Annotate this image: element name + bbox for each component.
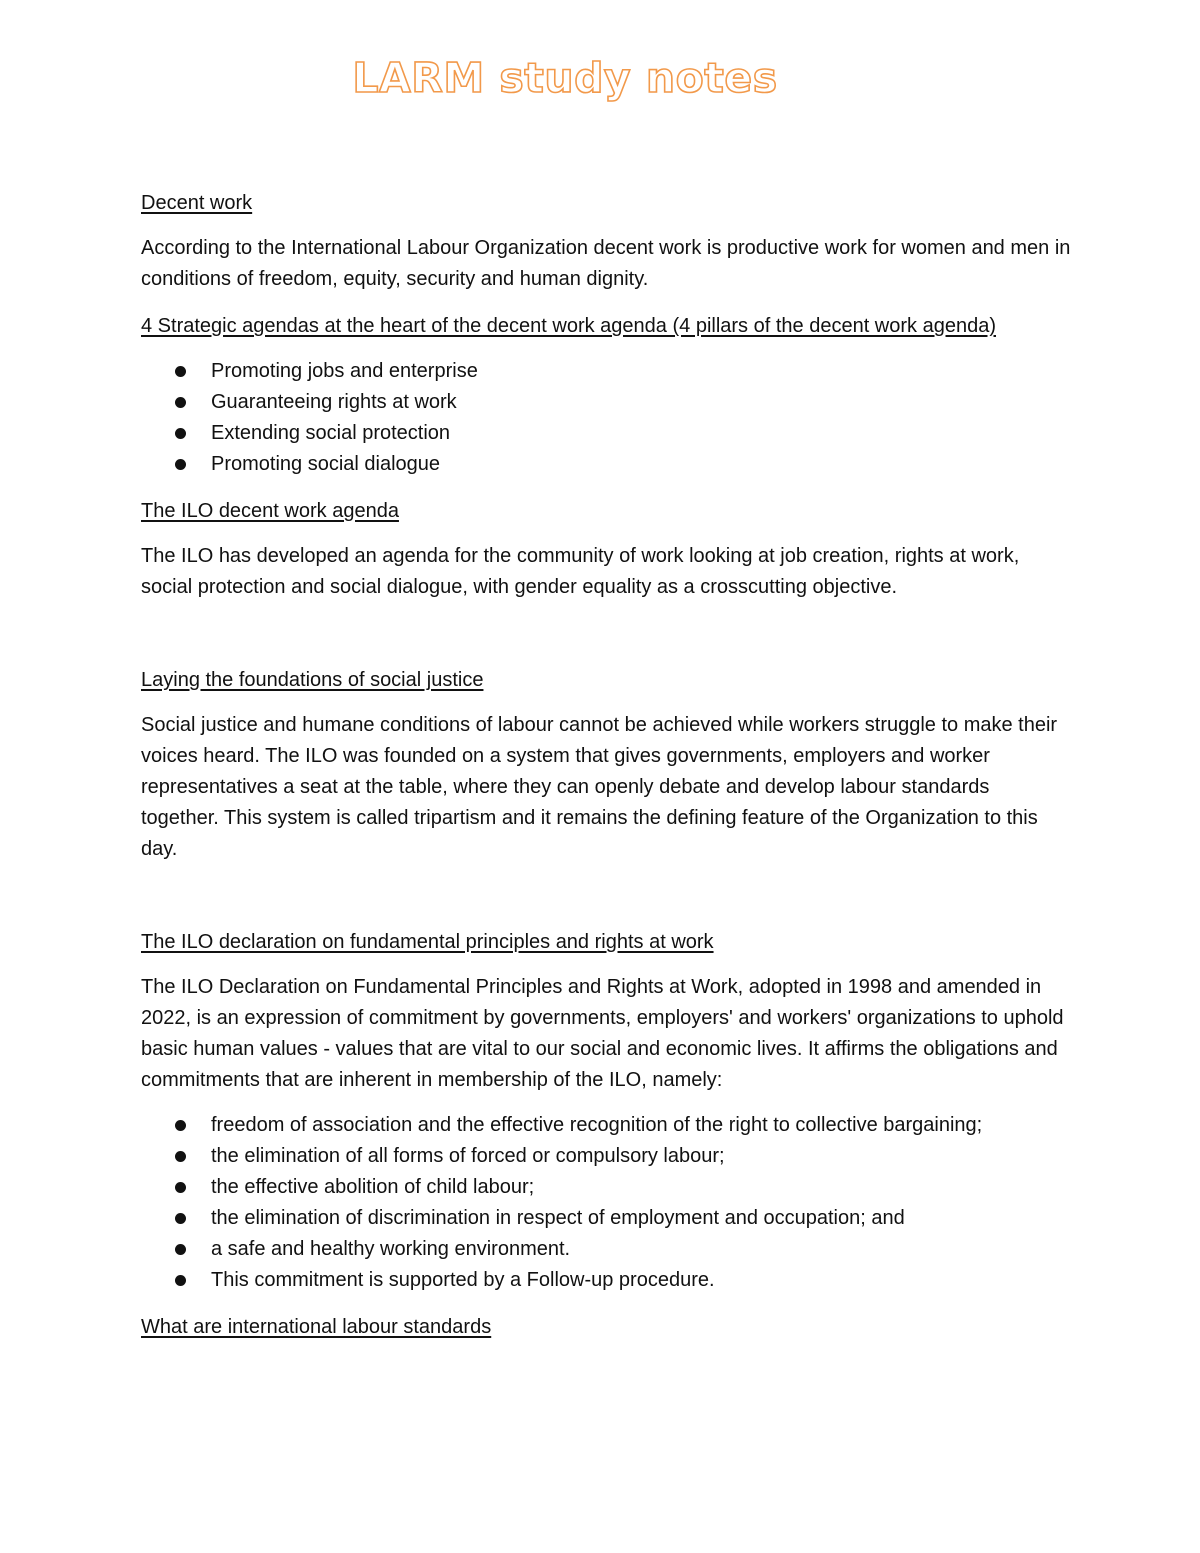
list-strategic-agendas bbox=[141, 356, 1071, 480]
heading-strategic-agendas: 4 Strategic agendas at the heart of the decent work agenda (4 pillars of the decent work agenda) bbox=[141, 315, 996, 337]
list-item bbox=[211, 418, 1071, 449]
list-item-text: Promoting jobs and enterprise bbox=[211, 360, 478, 382]
list-item bbox=[211, 1110, 1071, 1141]
bullet-icon bbox=[175, 397, 186, 408]
list-item bbox=[211, 1265, 1071, 1296]
list-item bbox=[211, 1141, 1071, 1172]
list-item-text: This commitment is supported by a Follow-up procedure. bbox=[211, 1269, 715, 1291]
bullet-icon bbox=[175, 366, 186, 377]
bullet-icon bbox=[175, 1275, 186, 1286]
paragraph-ilo-agenda: The ILO has developed an agenda for the community of work looking at job creation, rights at work, social protection and social dialogue, with gender equality as a crosscutting objective. bbox=[141, 545, 1020, 598]
document-title: LARM study notes bbox=[352, 54, 778, 102]
heading-declaration: The ILO declaration on fundamental principles and rights at work bbox=[141, 931, 714, 953]
list-item-text: freedom of association and the effective recognition of the right to collective bargaining; bbox=[211, 1114, 983, 1136]
heading-decent-work: Decent work bbox=[141, 192, 253, 214]
bullet-icon bbox=[175, 1244, 186, 1255]
paragraph-decent-work: According to the International Labour Organization decent work is productive work for women and men in conditions of freedom, equity, security and human dignity. bbox=[141, 237, 1071, 290]
heading-social-justice: Laying the foundations of social justice bbox=[141, 669, 484, 691]
list-declaration-principles bbox=[141, 1110, 1071, 1296]
paragraph-declaration: The ILO Declaration on Fundamental Principles and Rights at Work, adopted in 1998 and amended in 2022, is an expression of commitment by governments, employers' and workers' organizations to uphold basic human values - values that are vital to our social and economic lives. It affirms the obligations and commitments that are inherent in membership of the ILO, namely: bbox=[141, 976, 1064, 1091]
list-item bbox=[211, 356, 1071, 387]
heading-ilo-agenda: The ILO decent work agenda bbox=[141, 500, 399, 522]
list-item bbox=[211, 1234, 1071, 1265]
bullet-icon bbox=[175, 428, 186, 439]
list-item-text: the elimination of all forms of forced or compulsory labour; bbox=[211, 1145, 725, 1167]
document-body bbox=[141, 188, 1071, 1343]
list-item-text: Promoting social dialogue bbox=[211, 453, 441, 475]
heading-labour-standards: What are international labour standards bbox=[141, 1316, 492, 1338]
bullet-icon bbox=[175, 1151, 186, 1162]
paragraph-social-justice: Social justice and humane conditions of labour cannot be achieved while workers struggle to make their voices heard. The ILO was founded on a system that gives governments, employers and worker representatives a seat at the table, where they can openly debate and develop labour standards together. This system is called tripartism and it remains the defining feature of the Organization to this day. bbox=[141, 714, 1058, 860]
list-item bbox=[211, 387, 1071, 418]
list-item bbox=[211, 1172, 1071, 1203]
list-item bbox=[211, 449, 1071, 480]
bullet-icon bbox=[175, 1213, 186, 1224]
list-item-text: Guaranteeing rights at work bbox=[211, 391, 457, 413]
list-item-text: Extending social protection bbox=[211, 422, 451, 444]
list-item-text: the elimination of discrimination in respect of employment and occupation; and bbox=[211, 1207, 905, 1229]
list-item bbox=[211, 1203, 1071, 1234]
list-item-text: the effective abolition of child labour; bbox=[211, 1176, 535, 1198]
bullet-icon bbox=[175, 1182, 186, 1193]
bullet-icon bbox=[175, 1120, 186, 1131]
list-item-text: a safe and healthy working environment. bbox=[211, 1238, 571, 1260]
bullet-icon bbox=[175, 459, 186, 470]
